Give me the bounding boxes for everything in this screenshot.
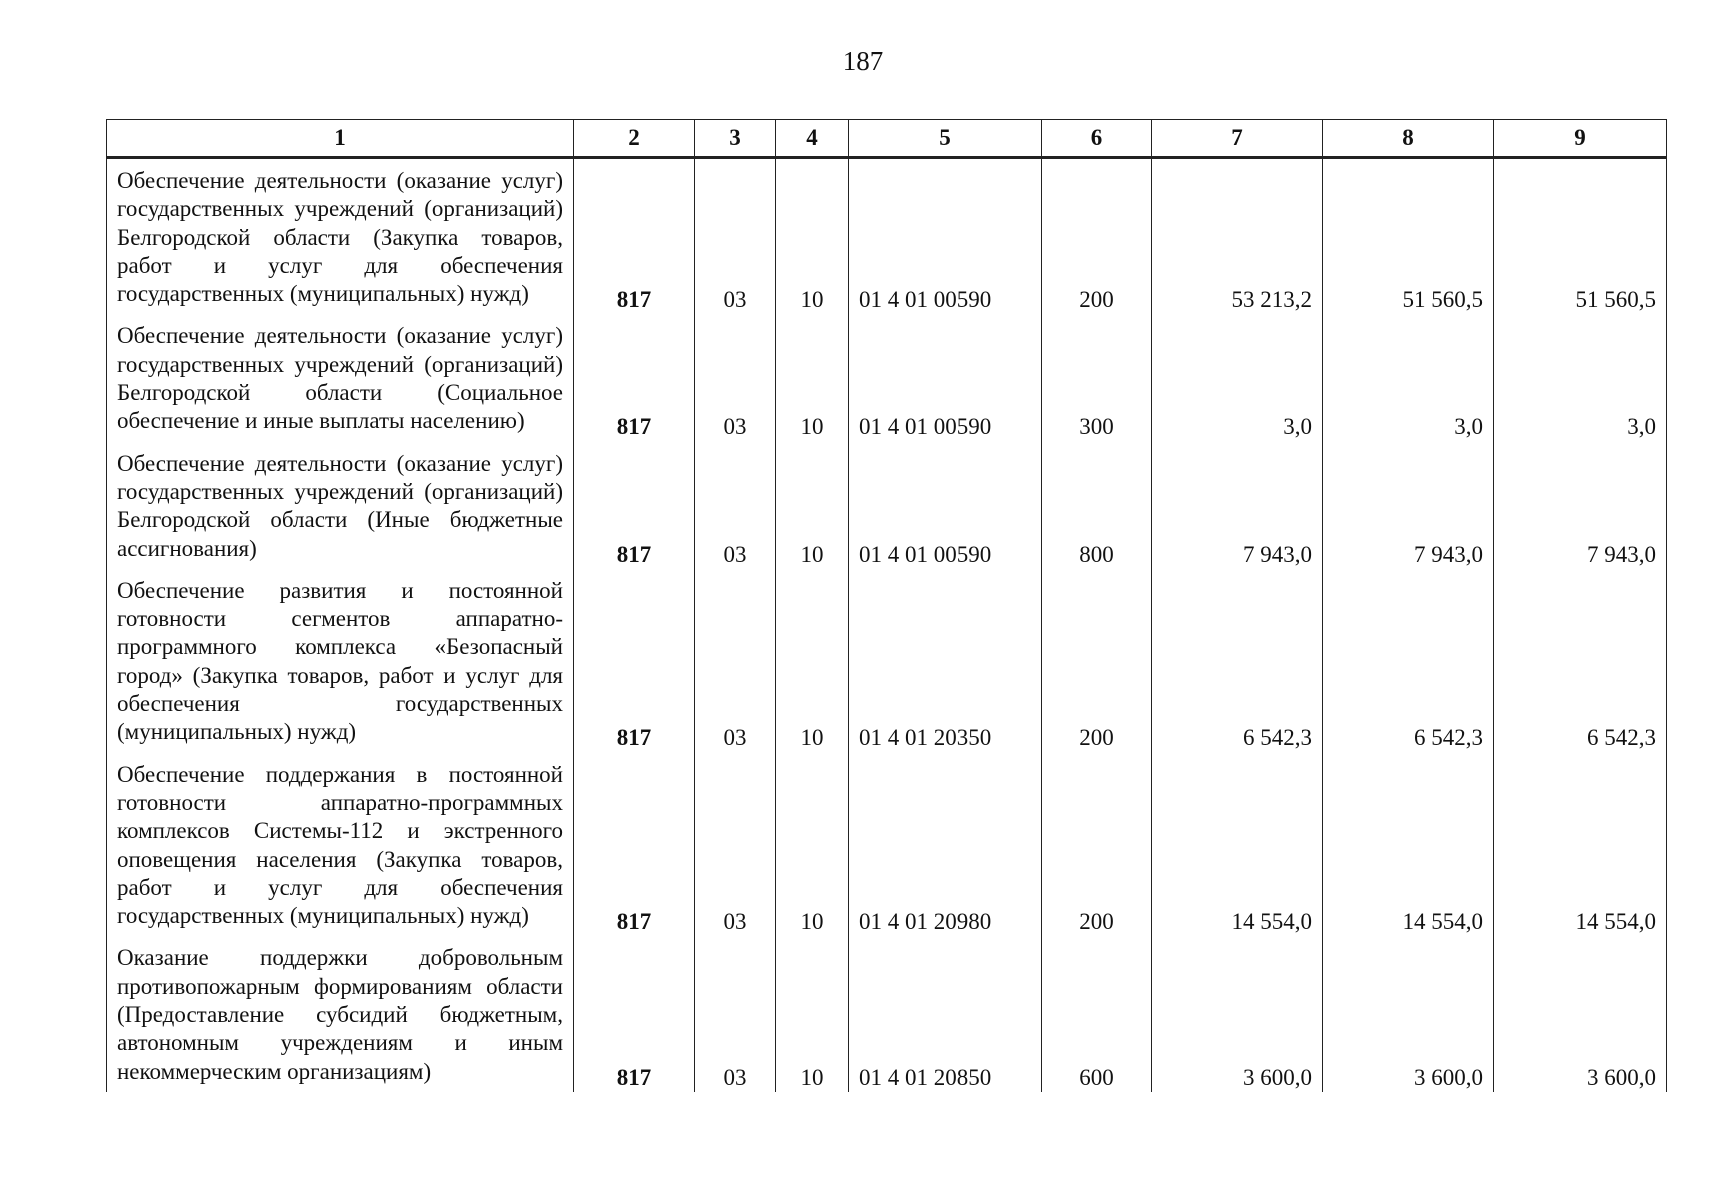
subsection-cell: 10 [776,158,849,315]
section-cell: 03 [695,442,776,569]
row-description: Обеспечение деятельности (оказание услуг) государственных учреждений (организаций) Белгородской области (Закупка товаров, работ и услуг для обеспечения государственных (муниципальных) нужд) [107,158,574,315]
amount-cell: 3,0 [1323,314,1494,441]
page-number: 187 [842,46,884,76]
amount-cell: 3,0 [1152,314,1323,441]
table-row [107,158,1667,315]
header-row [107,120,1667,158]
subsection-cell: 10 [776,753,849,937]
kvsr-cell: 817 [574,753,695,937]
amount-cell: 51 560,5 [1494,158,1667,315]
amount-cell: 3 600,0 [1323,936,1494,1091]
column-header: 9 [1494,120,1667,158]
amount-cell: 7 943,0 [1494,442,1667,569]
target-article-cell: 01 4 01 20350 [849,569,1042,753]
amount-cell: 6 542,3 [1323,569,1494,753]
row-description: Обеспечение деятельности (оказание услуг) государственных учреждений (организаций) Белгородской области (Социальное обеспечение и иные выплаты населению) [107,314,574,441]
amount-cell: 14 554,0 [1323,753,1494,937]
column-header: 1 [107,120,574,158]
expense-type-cell: 200 [1042,158,1152,315]
subsection-cell: 10 [776,936,849,1091]
target-article-cell: 01 4 01 20980 [849,753,1042,937]
column-header: 2 [574,120,695,158]
amount-cell: 3 600,0 [1494,936,1667,1091]
target-article-cell: 01 4 01 00590 [849,158,1042,315]
section-cell: 03 [695,936,776,1091]
target-article-cell: 01 4 01 00590 [849,314,1042,441]
kvsr-cell: 817 [574,314,695,441]
expense-type-cell: 300 [1042,314,1152,441]
budget-table [106,119,1667,1092]
expense-type-cell: 800 [1042,442,1152,569]
section-cell: 03 [695,314,776,441]
kvsr-cell: 817 [574,442,695,569]
column-header: 5 [849,120,1042,158]
subsection-cell: 10 [776,442,849,569]
table-header [107,120,1667,158]
row-description: Оказание поддержки добровольным противопожарным формированиям области (Предоставление субсидий бюджетным, автономным учреждениям и иным некоммерческим организациям) [107,936,574,1091]
section-cell: 03 [695,753,776,937]
amount-cell: 53 213,2 [1152,158,1323,315]
table-row [107,569,1667,753]
table-row [107,936,1667,1091]
kvsr-cell: 817 [574,936,695,1091]
amount-cell: 3,0 [1494,314,1667,441]
row-description: Обеспечение поддержания в постоянной готовности аппаратно-программных комплексов Системы-112 и экстренного оповещения населения (Закупка товаров, работ и услуг для обеспечения государственных (муниципальных) нужд) [107,753,574,937]
amount-cell: 51 560,5 [1323,158,1494,315]
subsection-cell: 10 [776,314,849,441]
section-cell: 03 [695,569,776,753]
amount-cell: 7 943,0 [1323,442,1494,569]
amount-cell: 3 600,0 [1152,936,1323,1091]
expense-type-cell: 200 [1042,753,1152,937]
section-cell: 03 [695,158,776,315]
column-header: 3 [695,120,776,158]
table-body [107,158,1667,1092]
column-header: 7 [1152,120,1323,158]
amount-cell: 6 542,3 [1494,569,1667,753]
subsection-cell: 10 [776,569,849,753]
row-description: Обеспечение развития и постоянной готовности сегментов аппаратно-программного комплекса «Безопасный город» (Закупка товаров, работ и услуг для обеспечения государственных (муниципальных) нужд) [107,569,574,753]
target-article-cell: 01 4 01 00590 [849,442,1042,569]
column-header: 4 [776,120,849,158]
amount-cell: 6 542,3 [1152,569,1323,753]
table-row [107,314,1667,441]
column-header: 6 [1042,120,1152,158]
kvsr-cell: 817 [574,158,695,315]
kvsr-cell: 817 [574,569,695,753]
table-row [107,442,1667,569]
amount-cell: 14 554,0 [1494,753,1667,937]
row-description: Обеспечение деятельности (оказание услуг) государственных учреждений (организаций) Белгородской области (Иные бюджетные ассигнования) [107,442,574,569]
amount-cell: 14 554,0 [1152,753,1323,937]
expense-type-cell: 600 [1042,936,1152,1091]
expense-type-cell: 200 [1042,569,1152,753]
table-row [107,753,1667,937]
amount-cell: 7 943,0 [1152,442,1323,569]
column-header: 8 [1323,120,1494,158]
target-article-cell: 01 4 01 20850 [849,936,1042,1091]
